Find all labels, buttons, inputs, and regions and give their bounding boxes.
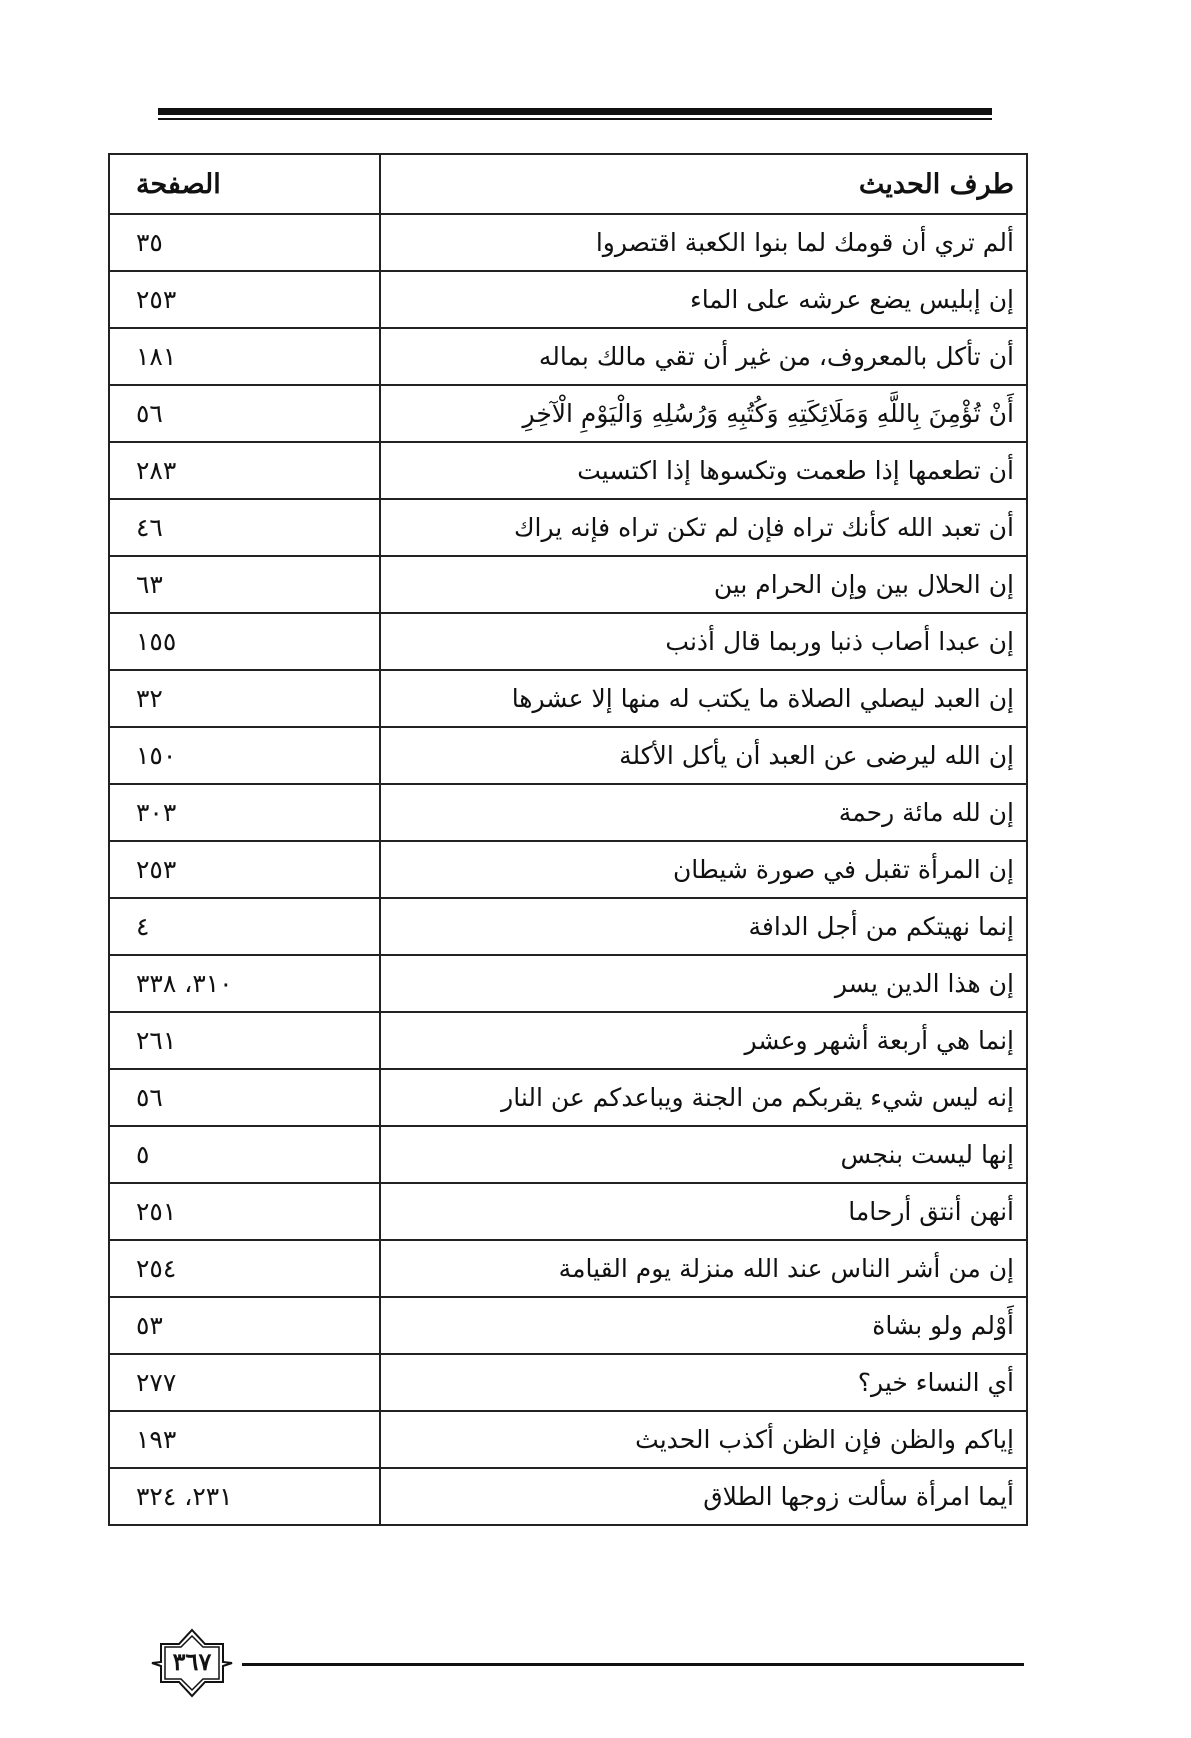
table-row xyxy=(109,442,1027,499)
page-ref-cell xyxy=(109,442,380,499)
table-row xyxy=(109,556,1027,613)
hadith-text-cell: إنها ليست بنجس xyxy=(380,1126,1027,1183)
page-ref-cell xyxy=(109,271,380,328)
header-rule-thick xyxy=(158,108,992,115)
header-page xyxy=(109,154,380,214)
hadith-text-cell: أيما امرأة سألت زوجها الطلاق xyxy=(380,1468,1027,1525)
table-row xyxy=(109,499,1027,556)
page-ref: ٢٥١ xyxy=(136,1197,177,1226)
header-rule xyxy=(158,108,992,120)
page-ref: ٤٦ xyxy=(136,513,163,542)
page-ref-cell xyxy=(109,1240,380,1297)
table-row xyxy=(109,1354,1027,1411)
table-row xyxy=(109,613,1027,670)
hadith-text-cell: أن تعبد الله كأنك تراه فإن لم تكن تراه فإنه يراك xyxy=(380,499,1027,556)
page-ref: ٣٠٣ xyxy=(136,798,177,827)
page-ref: ٤ xyxy=(136,912,150,941)
page-ref: ١٥٠ xyxy=(136,741,177,770)
page-ref: ٢٧٧ xyxy=(136,1368,177,1397)
page-ref-cell xyxy=(109,727,380,784)
table-row xyxy=(109,1411,1027,1468)
page-ref: ١٩٣ xyxy=(136,1425,177,1454)
page-ref-cell xyxy=(109,1069,380,1126)
table-row xyxy=(109,784,1027,841)
page-ref: ٥٣ xyxy=(136,1311,163,1340)
page-ref-cell xyxy=(109,1468,380,1525)
hadith-text-cell: إنما هي أربعة أشهر وعشر xyxy=(380,1012,1027,1069)
header-hadith-text: طرف الحديث xyxy=(380,154,1027,214)
table-row xyxy=(109,214,1027,271)
hadith-text-cell: إنما نهيتكم من أجل الدافة xyxy=(380,898,1027,955)
table-row xyxy=(109,841,1027,898)
table-row xyxy=(109,898,1027,955)
hadith-text-cell: إن المرأة تقبل في صورة شيطان xyxy=(380,841,1027,898)
page-ref: ٥ xyxy=(136,1140,150,1169)
hadith-text-cell: أن تأكل بالمعروف، من غير أن تقي مالك بماله xyxy=(380,328,1027,385)
page-ref: ١٨١ xyxy=(136,342,177,371)
table-header-row xyxy=(109,154,1027,214)
page-ref: ٥٦ xyxy=(136,1083,163,1112)
page-ref-cell xyxy=(109,328,380,385)
page-ref-cell xyxy=(109,955,380,1012)
hadith-text-cell: أَنْ تُؤْمِنَ بِاللَّهِ وَمَلَائِكَتِهِ وَكُتُبِهِ وَرُسُلِهِ وَالْيَوْمِ الْآخِرِ xyxy=(380,385,1027,442)
page-footer xyxy=(150,1628,1030,1698)
page-ref: ٢٥٣ xyxy=(136,855,177,884)
table-row xyxy=(109,1468,1027,1525)
hadith-text-cell: إن عبدا أصاب ذنبا وربما قال أذنب xyxy=(380,613,1027,670)
hadith-text-cell: إن الحلال بين وإن الحرام بين xyxy=(380,556,1027,613)
table-row xyxy=(109,670,1027,727)
hadith-text-cell: أي النساء خير؟ xyxy=(380,1354,1027,1411)
page-ref-cell xyxy=(109,556,380,613)
header-page-label: الصفحة xyxy=(136,168,221,200)
table-body xyxy=(109,214,1027,1525)
page-ref: ٢٨٣ xyxy=(136,456,177,485)
page-ref: ١٥٥ xyxy=(136,627,177,656)
page-ref-cell xyxy=(109,670,380,727)
table-row xyxy=(109,1126,1027,1183)
page-ref: ٣٥ xyxy=(136,228,163,257)
page-ref: ٦٣ xyxy=(136,570,163,599)
page-ref: ٥٦ xyxy=(136,399,163,428)
page-ref: ٢٥٣ xyxy=(136,285,177,314)
page-number-badge xyxy=(150,1628,234,1698)
page-ref-cell xyxy=(109,613,380,670)
table-row xyxy=(109,1240,1027,1297)
hadith-text-cell: ألم تري أن قومك لما بنوا الكعبة اقتصروا xyxy=(380,214,1027,271)
page-ref-cell xyxy=(109,214,380,271)
page-ref-cell xyxy=(109,1012,380,1069)
page-ref-cell xyxy=(109,1183,380,1240)
page-ref-cell xyxy=(109,784,380,841)
hadith-text-cell: إن الله ليرضى عن العبد أن يأكل الأكلة xyxy=(380,727,1027,784)
hadith-text-cell: إياكم والظن فإن الظن أكذب الحديث xyxy=(380,1411,1027,1468)
hadith-text-cell: أن تطعمها إذا طعمت وتكسوها إذا اكتسيت xyxy=(380,442,1027,499)
table-row xyxy=(109,955,1027,1012)
page-ref-cell xyxy=(109,841,380,898)
page-ref-cell xyxy=(109,1297,380,1354)
hadith-text-cell: أَوْلم ولو بشاة xyxy=(380,1297,1027,1354)
footer-rule xyxy=(242,1663,1024,1666)
hadith-text-cell: إن هذا الدين يسر xyxy=(380,955,1027,1012)
table-row xyxy=(109,271,1027,328)
page-number: ٣٦٧ xyxy=(172,1647,212,1676)
hadith-text-cell: أنهن أنتق أرحاما xyxy=(380,1183,1027,1240)
hadith-text-cell: إن العبد ليصلي الصلاة ما يكتب له منها إلا عشرها xyxy=(380,670,1027,727)
table-row xyxy=(109,727,1027,784)
table-row xyxy=(109,1297,1027,1354)
page-ref-cell xyxy=(109,1411,380,1468)
page-ref-cell xyxy=(109,499,380,556)
page-ref: ٢٥٤ xyxy=(136,1254,177,1283)
hadith-index-table xyxy=(108,153,1028,1526)
table-row xyxy=(109,1069,1027,1126)
header-rule-thin xyxy=(158,118,992,120)
table-row xyxy=(109,1183,1027,1240)
hadith-text-cell: إن لله مائة رحمة xyxy=(380,784,1027,841)
page-ref: ٢٣١، ٣٢٤ xyxy=(136,1482,233,1511)
hadith-text-cell: إنه ليس شيء يقربكم من الجنة ويباعدكم عن النار xyxy=(380,1069,1027,1126)
page-ref: ٢٦١ xyxy=(136,1026,177,1055)
page-ref-cell xyxy=(109,898,380,955)
hadith-text-cell: إن من أشر الناس عند الله منزلة يوم القيامة xyxy=(380,1240,1027,1297)
page-ref-cell xyxy=(109,1354,380,1411)
page-ref: ٣٢ xyxy=(136,684,163,713)
table-row xyxy=(109,385,1027,442)
page-ref: ٣١٠، ٣٣٨ xyxy=(136,969,233,998)
page-ref-cell xyxy=(109,1126,380,1183)
hadith-text-cell: إن إبليس يضع عرشه على الماء xyxy=(380,271,1027,328)
table-row xyxy=(109,328,1027,385)
page-ref-cell xyxy=(109,385,380,442)
table-row xyxy=(109,1012,1027,1069)
